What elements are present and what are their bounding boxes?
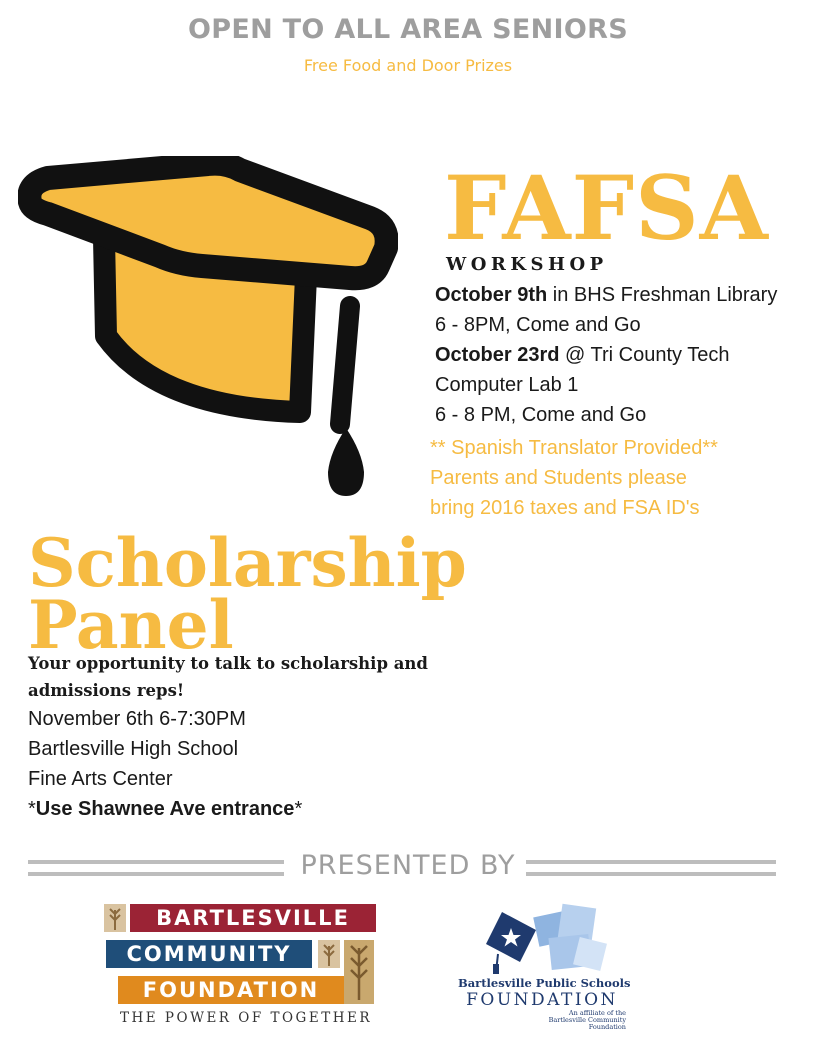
note-taxes: bring 2016 taxes and FSA ID's: [430, 497, 700, 519]
wheat-icon: [318, 940, 340, 968]
panel-entrance: [28, 797, 302, 821]
opportunity-line2: admissions reps!: [28, 681, 185, 700]
headline: OPEN TO ALL AREA SENIORS: [187, 14, 628, 45]
event2-place: @ Tri County Tech: [559, 344, 730, 366]
panel-venue: Bartlesville High School: [28, 738, 239, 760]
bps-affiliate-line2: Bartlesville Community Foundation: [548, 1016, 626, 1031]
panel-hall: Fine Arts Center: [28, 768, 173, 790]
panel-date: November 6th 6-7:30PM: [28, 708, 246, 730]
bcf-bar-red: BARTLESVILLE: [130, 904, 376, 932]
wheat-icon: [344, 940, 374, 1004]
fafsa-title: FAFSA: [444, 156, 769, 260]
graduation-cap-icon: [18, 156, 398, 508]
bps-affiliate-line1: An affiliate of the: [568, 1009, 626, 1017]
subheadline: Free Food and Door Prizes: [303, 56, 513, 75]
note-parents: Parents and Students please: [430, 467, 687, 489]
star-emblem-icon: [480, 900, 610, 976]
event1-date: October 9th: [435, 284, 548, 306]
entrance-suffix: *: [294, 798, 303, 820]
entrance-prefix: *: [28, 798, 36, 820]
bps-affiliate: [528, 1010, 626, 1031]
event2-room: Computer Lab 1: [435, 374, 579, 396]
bps-name: Bartlesville Public Schools: [458, 976, 631, 990]
presented-by: PRESENTED BY: [300, 850, 516, 881]
entrance-text: Use Shawnee Ave entrance: [35, 798, 295, 820]
bcf-bar-orange: FOUNDATION: [118, 976, 344, 1004]
event2-date: October 23rd: [435, 344, 560, 366]
event2-line: [435, 343, 729, 367]
panel-title: Panel: [28, 586, 234, 664]
workshop-subtitle: WORKSHOP: [446, 254, 608, 275]
opportunity-line1: Your opportunity to talk to scholarship and: [28, 654, 428, 673]
wheat-icon: [104, 904, 126, 932]
event1-place: in BHS Freshman Library: [547, 284, 778, 306]
scholarship-title: Scholarship: [28, 524, 467, 602]
bcf-logo: [104, 902, 380, 1028]
event1-line: [435, 283, 777, 307]
bcf-tagline: THE POWER OF TOGETHER: [120, 1010, 372, 1026]
event2-time: 6 - 8 PM, Come and Go: [435, 404, 647, 426]
note-translator: ** Spanish Translator Provided**: [430, 437, 718, 459]
event1-time: 6 - 8PM, Come and Go: [435, 314, 641, 336]
bps-foundation: FOUNDATION: [466, 990, 618, 1010]
bcf-bar-blue: COMMUNITY: [106, 940, 312, 968]
bps-logo: [458, 900, 631, 1031]
